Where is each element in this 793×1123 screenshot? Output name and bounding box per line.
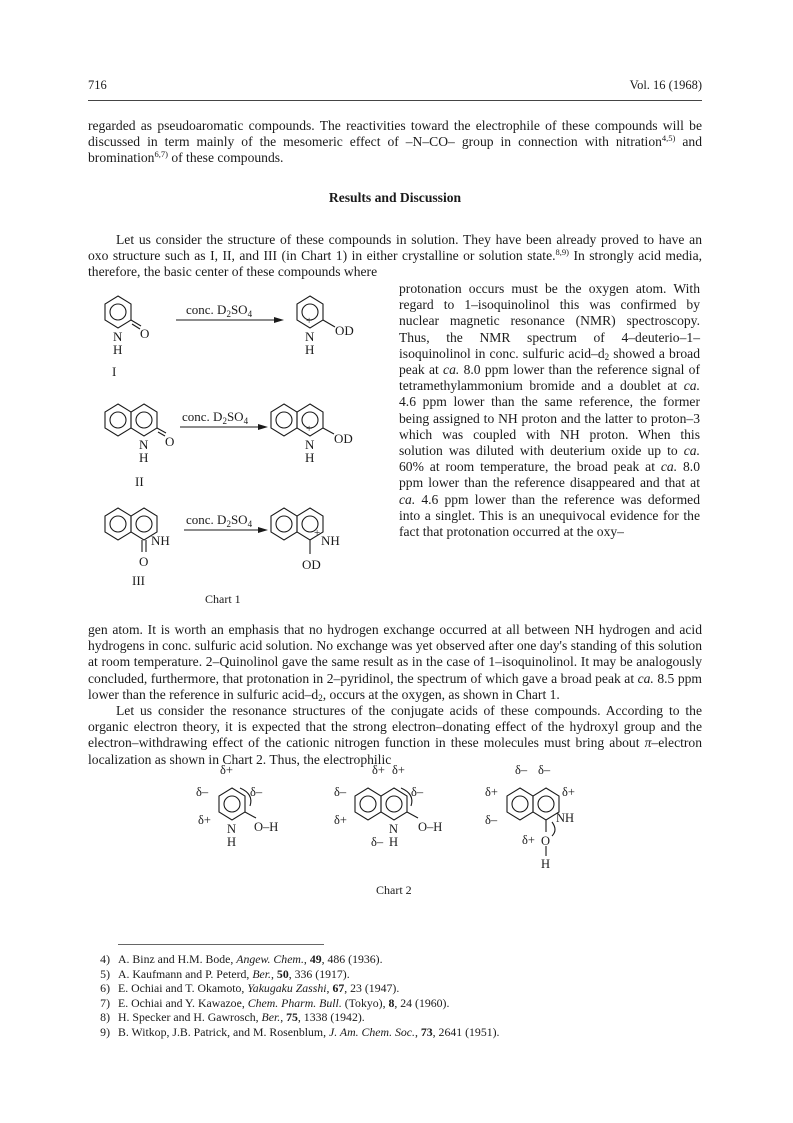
atom-H: H — [305, 450, 315, 465]
partial-charge: δ– — [196, 785, 209, 799]
chart-1-scheme — [88, 286, 393, 616]
reagent-label: conc. $D_2SO_4$ — [186, 512, 253, 529]
partial-charge: δ+ — [392, 763, 405, 777]
footnote-separator: , — [303, 952, 310, 966]
atom-N: N — [305, 437, 315, 452]
atom-N: N — [227, 822, 237, 836]
footnote-number: 4) — [100, 952, 110, 966]
footnote-authors: A. Binz and H.M. Bode, — [118, 952, 237, 966]
footnote-pages-year: , 23 (1947). — [344, 981, 400, 996]
volume-info: Vol. 16 (1968) — [629, 78, 702, 92]
compound-label-I: I — [112, 364, 117, 379]
footnote-pages-year: , 24 (1960). — [394, 995, 450, 1010]
compound-label-III: III — [132, 573, 145, 588]
positive-charge: + — [306, 423, 313, 435]
partial-charge: δ+ — [372, 763, 385, 777]
atom-H: H — [305, 342, 315, 357]
page-header — [88, 78, 702, 98]
resonance-structure-quinolinol — [355, 788, 418, 820]
footnote-item — [88, 996, 702, 1011]
atom-OD: OD — [302, 557, 321, 572]
footnote-journal: Yakugaku Zasshi — [247, 981, 327, 996]
footnote-pages-year: , 336 (1917). — [288, 966, 350, 981]
chart-1-caption: Chart 1 — [205, 592, 241, 606]
footnote-item — [88, 981, 702, 996]
partial-charge: δ– — [515, 763, 528, 777]
atom-OH: O–H — [418, 820, 443, 834]
footnote-number: 7) — [100, 995, 110, 1010]
positive-charge: + — [314, 527, 321, 539]
footnote-number: 9) — [100, 1024, 110, 1039]
footnote-journal: Ber. — [261, 1010, 281, 1025]
atom-O: O — [165, 434, 175, 449]
section-heading: Results and Discussion — [328, 190, 462, 205]
atom-NH: NH — [321, 533, 340, 548]
footnote-journal: Ber. — [252, 966, 272, 981]
footnote-separator: , — [271, 966, 277, 981]
atom-H: H — [541, 857, 551, 871]
reagent-label: conc. $D_2SO_4$ — [186, 302, 253, 319]
product-II-rings — [271, 404, 334, 436]
partial-charge: δ– — [538, 763, 551, 777]
footnote-separator: , — [414, 1024, 421, 1039]
partial-charge: δ+ — [562, 785, 575, 799]
atom-NH: NH — [556, 811, 575, 825]
positive-charge: + — [306, 315, 313, 327]
atom-N: N — [139, 437, 149, 452]
footnote-rule — [118, 944, 324, 945]
footnote-item — [88, 1010, 702, 1025]
partial-charge: δ– — [485, 813, 498, 827]
footnote-list — [88, 952, 702, 1040]
atom-H: H — [113, 342, 123, 357]
page-number: 716 — [88, 78, 107, 92]
compound-label-II: II — [135, 474, 144, 489]
footnote-volume: 75 — [286, 1010, 298, 1025]
atom-OD: OD — [334, 431, 353, 446]
partial-charge: δ+ — [198, 813, 211, 827]
atom-OD: OD — [335, 323, 354, 338]
footnote-volume: 73 — [420, 1024, 433, 1039]
partial-charge: δ– — [334, 785, 347, 799]
footnote-authors: E. Ochiai and Y. Kawazoe, — [118, 995, 248, 1010]
footnote-authors: B. Witkop, J.B. Patrick, and M. Rosenblum, — [118, 1024, 329, 1039]
citation-ref: 8,9) — [555, 247, 569, 258]
footnote-journal: J. Am. Chem. Soc. — [329, 1024, 415, 1039]
partial-charge: δ+ — [334, 813, 347, 827]
chart-2-caption: Chart 2 — [376, 883, 412, 897]
footnote-volume: 67 — [332, 981, 345, 996]
compound-II-rings — [105, 404, 166, 436]
atom-NH: NH — [151, 533, 170, 548]
footnote-number: 6) — [100, 981, 110, 996]
paragraph-resonance: Let us consider the resonance structures of the conjugate acids of these compounds. According to the organic electron theory, it is expected that the strong electron–donating effect of the hydroxyl group and the electron–withdrawing effect of the cationic nitrogen function in these molecules must bring about π–electron localization as shown in Chart 2. Thus, the electrophilic — [88, 703, 702, 767]
partial-charge: δ+ — [485, 785, 498, 799]
atom-OH: O–H — [254, 820, 279, 834]
compound-III-rings — [105, 508, 157, 552]
nmr-discussion-column: protonation occurs must be the oxygen atom. With regard to 1–isoquinolinol this was confirmed by nuclear magnetic resonance (NMR) spectroscopy. Thus, the NMR spectrum of 4–deuterio–1–isoquinolinol in conc. sulfuric acid–$d_2$ showed a broad peak at ca. 8.0 ppm lower than the reference signal of tetramethylammonium bromide and a doublet at ca. 4.6 ppm lower than the same reference, the former being assigned to NH proton and the latter to proton–3 which was coupled with NH proton. When this solution was diluted with deuterium oxide up to ca. 60% at room temperature, the broad peak at ca. 8.0 ppm lower than the reference disappeared and that at ca. 4.6 ppm lower than the reference was deformed into a singlet. This is an unequivocal evidence for the fact that protonation occurred at the oxy– — [399, 281, 701, 540]
footnote-pages-year: , 2641 (1951). — [432, 1024, 500, 1039]
atom-N: N — [305, 329, 315, 344]
atom-O: O — [541, 834, 551, 848]
footnote-pages-year: , 1338 (1942). — [297, 1010, 365, 1025]
atom-N: N — [113, 329, 123, 344]
partial-charge: δ– — [371, 835, 384, 849]
footnote-item — [88, 952, 702, 967]
atom-H: H — [227, 835, 237, 849]
footnote-journal: Angew. Chem. — [236, 952, 304, 966]
header-rule — [88, 100, 702, 101]
atom-H: H — [389, 835, 399, 849]
footnote-pages-year: , 486 (1936). — [321, 952, 383, 966]
footnote-authors: A. Kaufmann and P. Peterd, — [118, 966, 253, 981]
product-I-ring — [297, 296, 335, 328]
reagent-label: conc. $D_2SO_4$ — [182, 409, 249, 426]
atom-O: O — [139, 554, 149, 569]
intro-paragraph: regarded as pseudoaromatic compounds. The reactivities toward the electrophile of these compounds will be discussed in term mainly of the mesomeric effect of –N–CO– group in connection with nitration$^{4,5)}$ and bromination$^{6,7)}$ of these compounds. — [88, 118, 702, 166]
footnote-separator: , — [280, 1010, 287, 1025]
citation-ref: 4,5) — [661, 133, 676, 144]
atom-N: N — [389, 822, 399, 836]
footnote-volume: 50 — [276, 966, 289, 981]
paragraph-protonation: gen atom. It is worth an emphasis that no hydrogen exchange occurred at all between NH hydrogen and acid hydrogens in conc. sulfuric acid solution. No exchange was yet observed after one day's standing of this solution at room temperature. 2–Quinolinol gave the same result as in the case of 1–isoquinolinol. It may be analogously concluded, furthermore, that protonation in 2–pyridinol, the spectrum of which gave a broad peak at ca. 8.5 ppm lower than the reference in sulfuric acid–$d_2$, occurs at the oxygen, as shown in Chart 1. — [88, 622, 702, 703]
footnote-number: 8) — [100, 1010, 110, 1025]
partial-charge: δ– — [411, 785, 424, 799]
compound-I-ring — [105, 296, 141, 329]
footnote-authors: E. Ochiai and T. Okamoto, — [118, 981, 248, 996]
footnote-number: 5) — [100, 966, 110, 981]
atom-H: H — [139, 450, 149, 465]
atom-O: O — [140, 326, 150, 341]
partial-charge: δ+ — [220, 763, 233, 777]
partial-charge: δ– — [250, 785, 263, 799]
footnote-item — [88, 967, 702, 982]
footnote-volume: 49 — [309, 952, 322, 966]
footnote-authors: H. Specker and H. Gawrosch, — [118, 1010, 262, 1025]
partial-charge: δ+ — [522, 833, 535, 847]
citation-ref: 6,7) — [154, 149, 168, 160]
footnote-journal: Chem. Pharm. Bull. — [247, 995, 342, 1010]
footnote-volume: 8 — [388, 995, 395, 1010]
footnote-separator: (Tokyo), — [341, 995, 389, 1010]
chart-2-scheme — [88, 756, 702, 926]
footnote-item — [88, 1025, 702, 1040]
paragraph-structure: Let us consider the structure of these compounds in solution. They have been already proved to have an oxo structure such as I, II, and III (in Chart 1) in either crystalline or solution state.$^{8,9)}$ In strongly acid media, therefore, the basic center of these compounds where — [88, 232, 703, 280]
footnote-separator: , — [326, 981, 333, 996]
